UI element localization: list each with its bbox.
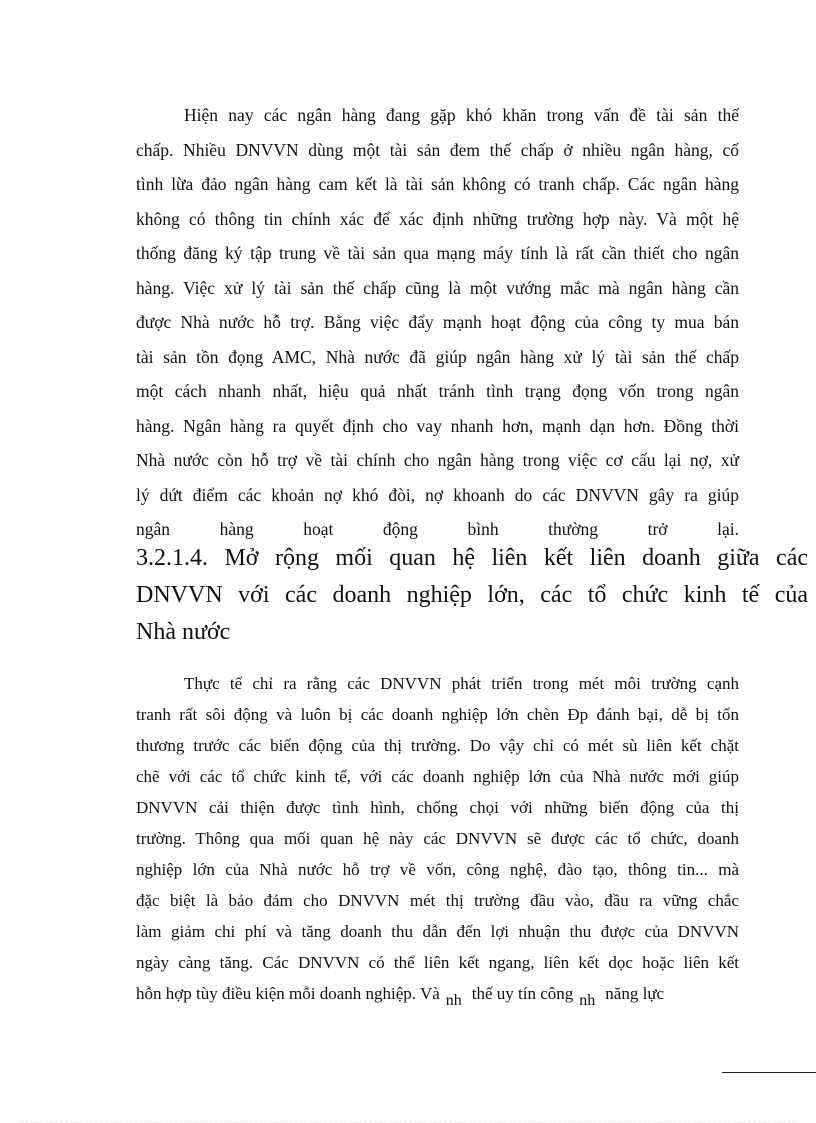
text-line: Nhà nước còn hỗ trợ về tài chính cho ngân hàng trong việc cơ cấu lại nợ, xử [136, 450, 739, 470]
page-bottom-edge [20, 1121, 796, 1122]
text-line: hàng. Ngân hàng ra quyết định cho vay nhanh hơn, mạnh dạn hơn. Đồng thời [136, 415, 739, 436]
text-line: ngân hàng hoạt động bình thường trở lại. [136, 519, 739, 539]
text-fragment: năng lực [605, 984, 665, 1003]
text-line: chấp. Nhiều DNVVN dùng một tài sản đem thế chấp ở nhiều ngân hàng, cố [136, 139, 739, 160]
heading-line: 3.2.1.4. Mở rộng mối quan hệ liên kết liên doanh giữa các [136, 545, 808, 571]
heading-line: DNVVN với các doanh nghiệp lớn, các tổ chức kinh tế của [136, 582, 808, 608]
text-line: thống đăng ký tập trung về tài sản qua mạng máy tính là rất cần thiết cho ngân [136, 243, 739, 263]
text-fragment: hỗn hợp tùy điều kiện mỗi doanh nghiệp. Và [136, 984, 440, 1003]
text-line: hàng. Việc xử lý tài sản thế chấp cũng là một vướng mắc mà ngân hàng cần [136, 277, 739, 298]
heading-line: Nhà nước [136, 619, 231, 645]
section-heading [136, 540, 816, 651]
text-line: Hiện nay các ngân hàng đang gặp khó khăn trong vấn đề tài sản thế [184, 105, 739, 125]
text-line: DNVVN cải thiện được tình hình, chống chọi với những biến động của thị [136, 798, 739, 817]
text-fragment-subscript: nh [445, 992, 462, 1009]
text-line: chẽ với các tổ chức kinh tế, với các doanh nghiệp lớn của Nhà nước mới giúp [136, 767, 739, 786]
text-line: được Nhà nước hỗ trợ. Bằng việc đẩy mạnh hoạt động của công ty mua bán [136, 312, 739, 332]
text-fragment-subscript: nh [579, 992, 596, 1009]
paragraph-linkage [136, 668, 739, 1010]
text-line: nghiệp lớn của Nhà nước hỗ trợ về vốn, công nghệ, đào tạo, thông tin... mà [136, 860, 739, 879]
text-line: tranh rất sôi động và luôn bị các doanh nghiệp lớn chèn Đp đánh bại, dễ bị tổn [136, 705, 739, 724]
text-line: đặc biệt là bảo đảm cho DNVVN mét thị trường đầu vào, đầu ra vững chắc [136, 891, 739, 910]
paragraph-collateral [136, 98, 739, 547]
text-line: lý dứt điểm các khoản nợ khó đòi, nợ khoanh do các DNVVN gây ra giúp [136, 484, 739, 505]
text-line: tình lừa đảo ngân hàng cam kết là tài sản không có tranh chấp. Các ngân hàng [136, 174, 739, 194]
text-line-last [136, 978, 739, 1010]
text-line: làm giảm chi phí và tăng doanh thu dẫn đến lợi nhuận thu được của DNVVN [136, 922, 739, 941]
text-fragment: thế uy tín công [471, 984, 574, 1003]
text-line: không có thông tin chính xác để xác định những trường hợp này. Và một hệ [136, 208, 739, 229]
text-line: Thực tế chỉ ra rằng các DNVVN phát triển trong mét môi trường cạnh [184, 674, 739, 693]
footnote-separator [722, 1072, 816, 1073]
text-line: tài sản tồn đọng AMC, Nhà nước đã giúp ngân hàng xử lý tài sản thế chấp [136, 346, 739, 367]
text-line: một cách nhanh nhất, hiệu quả nhất tránh tình trạng đọng vốn trong ngân [136, 381, 739, 401]
text-line: trường. Thông qua mối quan hệ này các DNVVN sẽ được các tổ chức, doanh [136, 829, 739, 848]
text-line: thương trước các biến động của thị trường. Do vậy chỉ có mét sù liên kết chặt [136, 736, 739, 755]
text-line: ngày càng tăng. Các DNVVN có thể liên kết ngang, liên kết dọc hoặc liên kết [136, 953, 739, 972]
